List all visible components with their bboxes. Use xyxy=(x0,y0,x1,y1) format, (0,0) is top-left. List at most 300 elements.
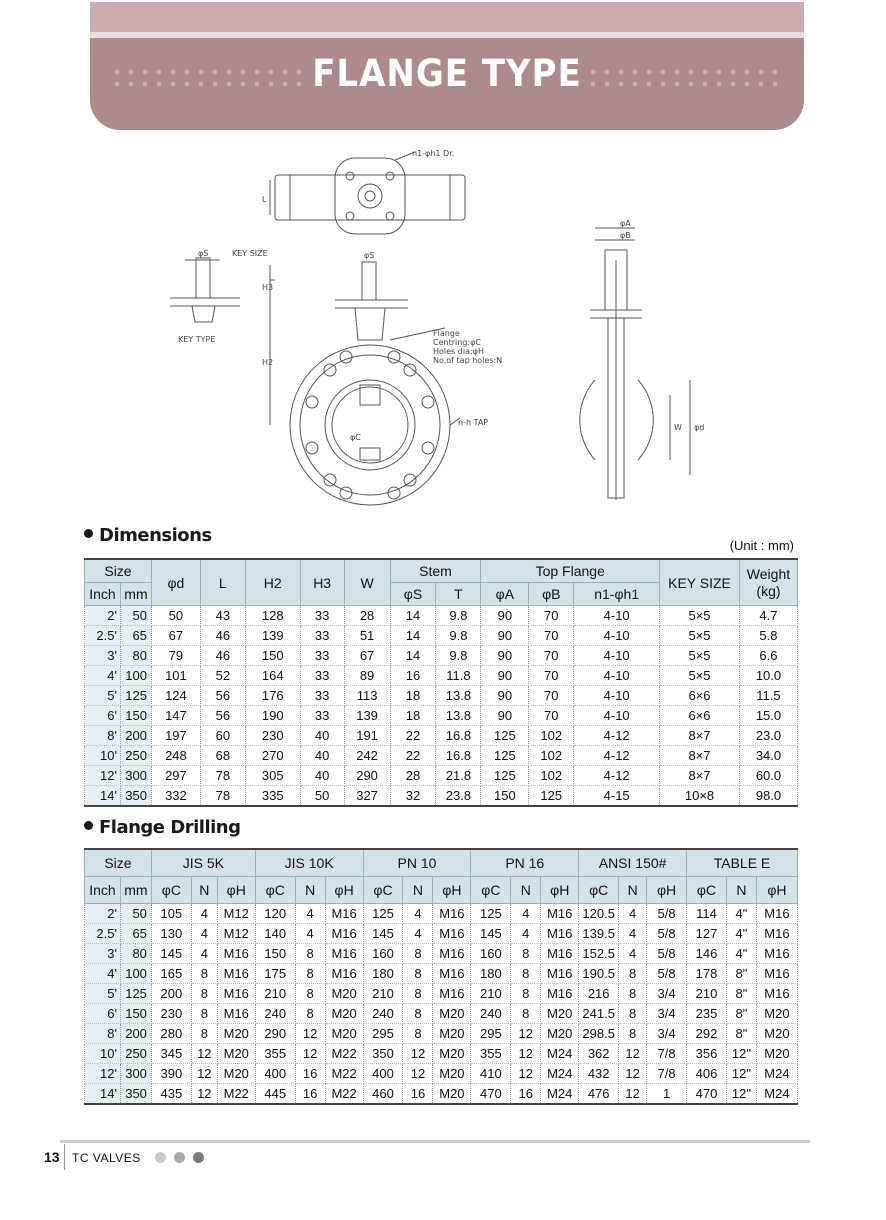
col-h: φH xyxy=(217,877,255,904)
table-cell: 3' xyxy=(85,944,121,964)
table-cell: 113 xyxy=(344,686,390,706)
table-cell: 8 xyxy=(403,964,433,984)
phi-c-label: φC xyxy=(350,433,361,442)
table-cell: 125 xyxy=(120,686,151,706)
table-cell: 8 xyxy=(191,1004,217,1024)
table-cell: 90 xyxy=(481,706,529,726)
table-cell: 7/8 xyxy=(647,1044,687,1064)
table-cell: 33 xyxy=(300,666,344,686)
table-cell: 145 xyxy=(151,944,191,964)
table-cell: 125 xyxy=(529,786,574,807)
table-cell: 10×8 xyxy=(660,786,740,807)
table-cell: 46 xyxy=(200,646,245,666)
table-cell: 125 xyxy=(481,766,529,786)
table-cell: 114 xyxy=(687,904,727,924)
table-cell: M16 xyxy=(541,944,579,964)
col-n: N xyxy=(726,877,756,904)
col-b: φB xyxy=(529,583,574,606)
table-cell: 6' xyxy=(85,706,121,726)
phi-s-center-label: φS xyxy=(364,251,375,260)
table-cell: 210 xyxy=(687,984,727,1004)
col-h: φH xyxy=(541,877,579,904)
table-cell: M16 xyxy=(217,984,255,1004)
table-cell: 2.5' xyxy=(85,626,121,646)
table-cell: M24 xyxy=(541,1084,579,1105)
table-cell: 12 xyxy=(619,1084,647,1105)
banner-stripe xyxy=(90,32,804,38)
table-cell: 70 xyxy=(529,666,574,686)
table-cell: M16 xyxy=(541,924,579,944)
col-h: φH xyxy=(647,877,687,904)
table-cell: 13.8 xyxy=(436,686,481,706)
table-cell: 90 xyxy=(481,666,529,686)
table-cell: 355 xyxy=(471,1044,511,1064)
table-cell: M16 xyxy=(325,964,363,984)
col-a: φA xyxy=(481,583,529,606)
table-cell: 8 xyxy=(619,984,647,1004)
table-cell: 5/8 xyxy=(647,944,687,964)
centring-label: Centring:φC xyxy=(433,338,481,347)
table-cell: 5' xyxy=(85,686,121,706)
table-cell: 2' xyxy=(85,606,121,626)
table-cell: 56 xyxy=(200,706,245,726)
table-cell: 200 xyxy=(120,1024,151,1044)
table-cell: 12 xyxy=(403,1044,433,1064)
col-h: φH xyxy=(433,877,471,904)
table-cell: 50 xyxy=(120,904,151,924)
table-cell: 22 xyxy=(390,726,436,746)
col-t: T xyxy=(436,583,481,606)
table-cell: 100 xyxy=(120,964,151,984)
table-cell: 4-15 xyxy=(574,786,660,807)
table-cell: 4 xyxy=(403,924,433,944)
table-cell: 332 xyxy=(151,786,200,807)
bullet-icon xyxy=(84,821,93,830)
phi-b-label: φB xyxy=(620,231,631,240)
table-cell: 12 xyxy=(191,1084,217,1105)
table-cell: M24 xyxy=(756,1064,797,1084)
table-cell: 410 xyxy=(471,1064,511,1084)
table-cell: 327 xyxy=(344,786,390,807)
col-n1h1: n1-φh1 xyxy=(574,583,660,606)
table-cell: 125 xyxy=(481,726,529,746)
table-cell: 9.8 xyxy=(436,646,481,666)
table-row xyxy=(85,766,798,786)
table-cell: 7/8 xyxy=(647,1064,687,1084)
table-cell: 350 xyxy=(363,1044,403,1064)
col-pn10: PN 10 xyxy=(363,849,471,877)
table-cell: 60 xyxy=(200,726,245,746)
table-cell: 130 xyxy=(151,924,191,944)
table-cell: 150 xyxy=(245,646,300,666)
table-cell: 90 xyxy=(481,686,529,706)
table-cell: 356 xyxy=(687,1044,727,1064)
table-cell: 10' xyxy=(85,746,121,766)
table-cell: M16 xyxy=(433,904,471,924)
table-row xyxy=(85,1044,798,1064)
table-cell: 14 xyxy=(390,626,436,646)
table-cell: 476 xyxy=(579,1084,619,1105)
table-cell: 6×6 xyxy=(660,686,740,706)
col-n: N xyxy=(403,877,433,904)
table-cell: 6×6 xyxy=(660,706,740,726)
table-cell: M20 xyxy=(756,1044,797,1064)
table-cell: M12 xyxy=(217,924,255,944)
table-cell: M22 xyxy=(325,1064,363,1084)
table-cell: 2.5' xyxy=(85,924,121,944)
table-cell: 4-12 xyxy=(574,766,660,786)
col-size: Size xyxy=(85,849,152,877)
table-cell: 8 xyxy=(403,1004,433,1024)
table-cell: 23.8 xyxy=(436,786,481,807)
table-cell: 70 xyxy=(529,646,574,666)
table-cell: M20 xyxy=(433,1004,471,1024)
drilling-heading-text: Flange Drilling xyxy=(99,817,241,838)
table-cell: 11.8 xyxy=(436,666,481,686)
table-cell: 12 xyxy=(191,1064,217,1084)
table-row xyxy=(85,746,798,766)
table-cell: 125 xyxy=(120,984,151,1004)
table-cell: M20 xyxy=(541,1004,579,1024)
table-cell: 270 xyxy=(245,746,300,766)
table-cell: M20 xyxy=(433,1084,471,1105)
table-cell: 297 xyxy=(151,766,200,786)
col-top-flange: Top Flange xyxy=(481,559,660,583)
table-row xyxy=(85,786,798,807)
table-cell: M24 xyxy=(541,1044,579,1064)
table-cell: 16 xyxy=(403,1084,433,1105)
col-inch: Inch xyxy=(85,877,121,904)
table-cell: 4-12 xyxy=(574,746,660,766)
table-cell: 33 xyxy=(300,646,344,666)
table-cell: 152.5 xyxy=(579,944,619,964)
table-cell: 146 xyxy=(687,944,727,964)
table-cell: 14 xyxy=(390,606,436,626)
table-row xyxy=(85,924,798,944)
table-cell: 70 xyxy=(529,686,574,706)
table-cell: 16.8 xyxy=(436,746,481,766)
table-cell: 4 xyxy=(295,924,325,944)
table-cell: M16 xyxy=(325,904,363,924)
col-h3: H3 xyxy=(300,559,344,606)
table-cell: 350 xyxy=(120,1084,151,1105)
table-cell: 67 xyxy=(151,626,200,646)
table-cell: 105 xyxy=(151,904,191,924)
table-cell: 16 xyxy=(295,1064,325,1084)
table-cell: 345 xyxy=(151,1044,191,1064)
table-cell: 8×7 xyxy=(660,746,740,766)
table-cell: M16 xyxy=(217,1004,255,1024)
table-cell: M22 xyxy=(325,1084,363,1105)
table-cell: 12 xyxy=(403,1064,433,1084)
table-cell: M16 xyxy=(756,924,797,944)
drilling-heading xyxy=(84,817,240,838)
table-cell: 8 xyxy=(619,1024,647,1044)
col-jis5k: JIS 5K xyxy=(151,849,255,877)
table-cell: 4" xyxy=(726,944,756,964)
unit-label: (Unit : mm) xyxy=(729,538,794,553)
table-cell: 400 xyxy=(363,1064,403,1084)
table-cell: 16 xyxy=(295,1084,325,1105)
table-cell: 12" xyxy=(726,1064,756,1084)
table-cell: 241.5 xyxy=(579,1004,619,1024)
table-cell: 4 xyxy=(511,924,541,944)
col-s: φS xyxy=(390,583,436,606)
h2-label: H2 xyxy=(262,358,274,367)
table-cell: 14' xyxy=(85,786,121,807)
table-cell: 150 xyxy=(120,706,151,726)
table-cell: 32 xyxy=(390,786,436,807)
table-cell: 4 xyxy=(619,944,647,964)
table-cell: 34.0 xyxy=(739,746,797,766)
holes-label: n1-φh1 Dr. xyxy=(412,149,455,158)
header-banner xyxy=(90,2,804,130)
table-cell: 242 xyxy=(344,746,390,766)
dimensions-table-body xyxy=(85,606,798,807)
table-cell: 3/4 xyxy=(647,1024,687,1044)
table-cell: M20 xyxy=(325,1004,363,1024)
table-cell: M16 xyxy=(756,964,797,984)
table-cell: 40 xyxy=(300,746,344,766)
tap-label: n-h TAP xyxy=(458,418,489,427)
table-cell: 197 xyxy=(151,726,200,746)
table-cell: 191 xyxy=(344,726,390,746)
table-cell: 4-10 xyxy=(574,686,660,706)
table-cell: 127 xyxy=(687,924,727,944)
key-size-label: KEY SIZE xyxy=(232,249,268,258)
table-cell: M24 xyxy=(756,1084,797,1105)
col-n: N xyxy=(511,877,541,904)
table-cell: 216 xyxy=(579,984,619,1004)
table-cell: 160 xyxy=(471,944,511,964)
table-cell: 190 xyxy=(245,706,300,726)
table-cell: M16 xyxy=(325,944,363,964)
table-row xyxy=(85,606,798,626)
table-cell: 8 xyxy=(295,964,325,984)
phi-a-label: φA xyxy=(620,219,631,228)
table-cell: 147 xyxy=(151,706,200,726)
table-cell: 90 xyxy=(481,606,529,626)
table-cell: 460 xyxy=(363,1084,403,1105)
table-cell: 178 xyxy=(687,964,727,984)
table-cell: 350 xyxy=(120,786,151,807)
table-cell: 406 xyxy=(687,1064,727,1084)
footer-dot-icon xyxy=(193,1152,204,1163)
table-cell: 290 xyxy=(344,766,390,786)
dimensions-heading-text: Dimensions xyxy=(99,525,212,546)
dimensions-heading xyxy=(84,525,212,546)
table-cell: 8 xyxy=(403,1024,433,1044)
table-cell: 4' xyxy=(85,964,121,984)
table-cell: 5×5 xyxy=(660,646,740,666)
table-cell: 4' xyxy=(85,666,121,686)
table-cell: 335 xyxy=(245,786,300,807)
table-cell: 8×7 xyxy=(660,726,740,746)
col-n: N xyxy=(295,877,325,904)
table-cell: 70 xyxy=(529,606,574,626)
table-cell: 65 xyxy=(120,626,151,646)
table-cell: M20 xyxy=(217,1044,255,1064)
table-cell: 8 xyxy=(403,944,433,964)
table-cell: 21.8 xyxy=(436,766,481,786)
table-cell: M16 xyxy=(756,904,797,924)
table-cell: M20 xyxy=(325,984,363,1004)
table-cell: 33 xyxy=(300,686,344,706)
table-cell: 150 xyxy=(120,1004,151,1024)
table-row xyxy=(85,944,798,964)
table-cell: 15.0 xyxy=(739,706,797,726)
table-row xyxy=(85,1064,798,1084)
footer-divider xyxy=(64,1144,65,1170)
table-cell: 1 xyxy=(647,1084,687,1105)
table-cell: 355 xyxy=(255,1044,295,1064)
table-cell: 14 xyxy=(390,646,436,666)
table-cell: 12' xyxy=(85,766,121,786)
table-cell: 145 xyxy=(471,924,511,944)
table-cell: 210 xyxy=(471,984,511,1004)
table-cell: 43 xyxy=(200,606,245,626)
table-cell: 8 xyxy=(403,984,433,1004)
table-cell: M22 xyxy=(217,1084,255,1105)
table-cell: 4-10 xyxy=(574,666,660,686)
table-cell: 248 xyxy=(151,746,200,766)
table-cell: 33 xyxy=(300,626,344,646)
table-cell: 4-10 xyxy=(574,646,660,666)
table-cell: 6.6 xyxy=(739,646,797,666)
table-cell: 8 xyxy=(511,1004,541,1024)
table-cell: 4 xyxy=(191,924,217,944)
table-cell: M22 xyxy=(325,1044,363,1064)
table-cell: M20 xyxy=(433,1024,471,1044)
table-cell: 230 xyxy=(151,1004,191,1024)
table-cell: 125 xyxy=(471,904,511,924)
table-cell: 120 xyxy=(255,904,295,924)
table-cell: 390 xyxy=(151,1064,191,1084)
table-cell: 100 xyxy=(120,666,151,686)
table-cell: 128 xyxy=(245,606,300,626)
table-cell: 80 xyxy=(120,646,151,666)
table-cell: 11.5 xyxy=(739,686,797,706)
table-cell: 470 xyxy=(471,1084,511,1105)
table-cell: 78 xyxy=(200,766,245,786)
table-cell: 10.0 xyxy=(739,666,797,686)
table-cell: 5×5 xyxy=(660,666,740,686)
table-cell: 139 xyxy=(344,706,390,726)
table-cell: 150 xyxy=(481,786,529,807)
table-cell: M16 xyxy=(325,924,363,944)
table-cell: 235 xyxy=(687,1004,727,1024)
table-cell: 4" xyxy=(726,904,756,924)
table-cell: 280 xyxy=(151,1024,191,1044)
table-cell: 400 xyxy=(255,1064,295,1084)
table-cell: 8 xyxy=(619,1004,647,1024)
table-cell: 124 xyxy=(151,686,200,706)
table-cell: 4" xyxy=(726,924,756,944)
table-cell: 8' xyxy=(85,726,121,746)
table-cell: M24 xyxy=(541,1064,579,1084)
table-cell: 90 xyxy=(481,646,529,666)
drilling-subheader xyxy=(85,877,798,904)
table-cell: M16 xyxy=(217,964,255,984)
table-cell: M12 xyxy=(217,904,255,924)
table-cell: 12 xyxy=(295,1024,325,1044)
table-cell: 5/8 xyxy=(647,964,687,984)
table-cell: 18 xyxy=(390,686,436,706)
table-cell: 139 xyxy=(245,626,300,646)
table-cell: 89 xyxy=(344,666,390,686)
table-cell: 28 xyxy=(390,766,436,786)
table-cell: 12' xyxy=(85,1064,121,1084)
table-row xyxy=(85,1084,798,1105)
table-cell: 305 xyxy=(245,766,300,786)
table-cell: 16 xyxy=(511,1084,541,1105)
table-cell: M20 xyxy=(433,1064,471,1084)
table-cell: 33 xyxy=(300,706,344,726)
table-cell: 6' xyxy=(85,1004,121,1024)
table-row xyxy=(85,706,798,726)
col-n: N xyxy=(619,877,647,904)
table-cell: 12 xyxy=(619,1044,647,1064)
table-cell: 70 xyxy=(529,626,574,646)
banner-top-band xyxy=(90,2,804,32)
table-cell: 8 xyxy=(295,944,325,964)
col-c: φC xyxy=(471,877,511,904)
table-cell: M16 xyxy=(433,924,471,944)
table-cell: 4 xyxy=(619,904,647,924)
table-cell: M20 xyxy=(756,1024,797,1044)
col-size: Size xyxy=(85,559,152,583)
table-cell: 18 xyxy=(390,706,436,726)
table-row xyxy=(85,626,798,646)
col-weight: Weight (kg) xyxy=(739,559,797,606)
col-d: φd xyxy=(151,559,200,606)
table-row xyxy=(85,1004,798,1024)
table-cell: 8 xyxy=(295,984,325,1004)
table-cell: M16 xyxy=(217,944,255,964)
table-row xyxy=(85,1024,798,1044)
table-cell: 432 xyxy=(579,1064,619,1084)
table-cell: 78 xyxy=(200,786,245,807)
table-row xyxy=(85,646,798,666)
table-cell: 56 xyxy=(200,686,245,706)
table-cell: 16 xyxy=(390,666,436,686)
table-cell: 60.0 xyxy=(739,766,797,786)
page-title: FLANGE TYPE xyxy=(312,52,582,96)
table-cell: 435 xyxy=(151,1084,191,1105)
table-cell: 8 xyxy=(511,944,541,964)
table-cell: 28 xyxy=(344,606,390,626)
drilling-table xyxy=(84,848,798,1105)
table-cell: 2' xyxy=(85,904,121,924)
table-cell: 5.8 xyxy=(739,626,797,646)
w-label: W xyxy=(674,423,682,432)
table-cell: 290 xyxy=(255,1024,295,1044)
table-cell: 362 xyxy=(579,1044,619,1064)
table-cell: 4 xyxy=(191,944,217,964)
table-cell: 4 xyxy=(403,904,433,924)
flange-label: Flange xyxy=(433,329,460,338)
table-row xyxy=(85,904,798,924)
table-cell: 4-10 xyxy=(574,706,660,726)
table-cell: 5×5 xyxy=(660,606,740,626)
table-cell: 8" xyxy=(726,1024,756,1044)
table-cell: 250 xyxy=(120,1044,151,1064)
table-cell: 12 xyxy=(191,1044,217,1064)
col-c: φC xyxy=(363,877,403,904)
table-cell: 470 xyxy=(687,1084,727,1105)
table-cell: 5/8 xyxy=(647,924,687,944)
table-cell: 160 xyxy=(363,944,403,964)
